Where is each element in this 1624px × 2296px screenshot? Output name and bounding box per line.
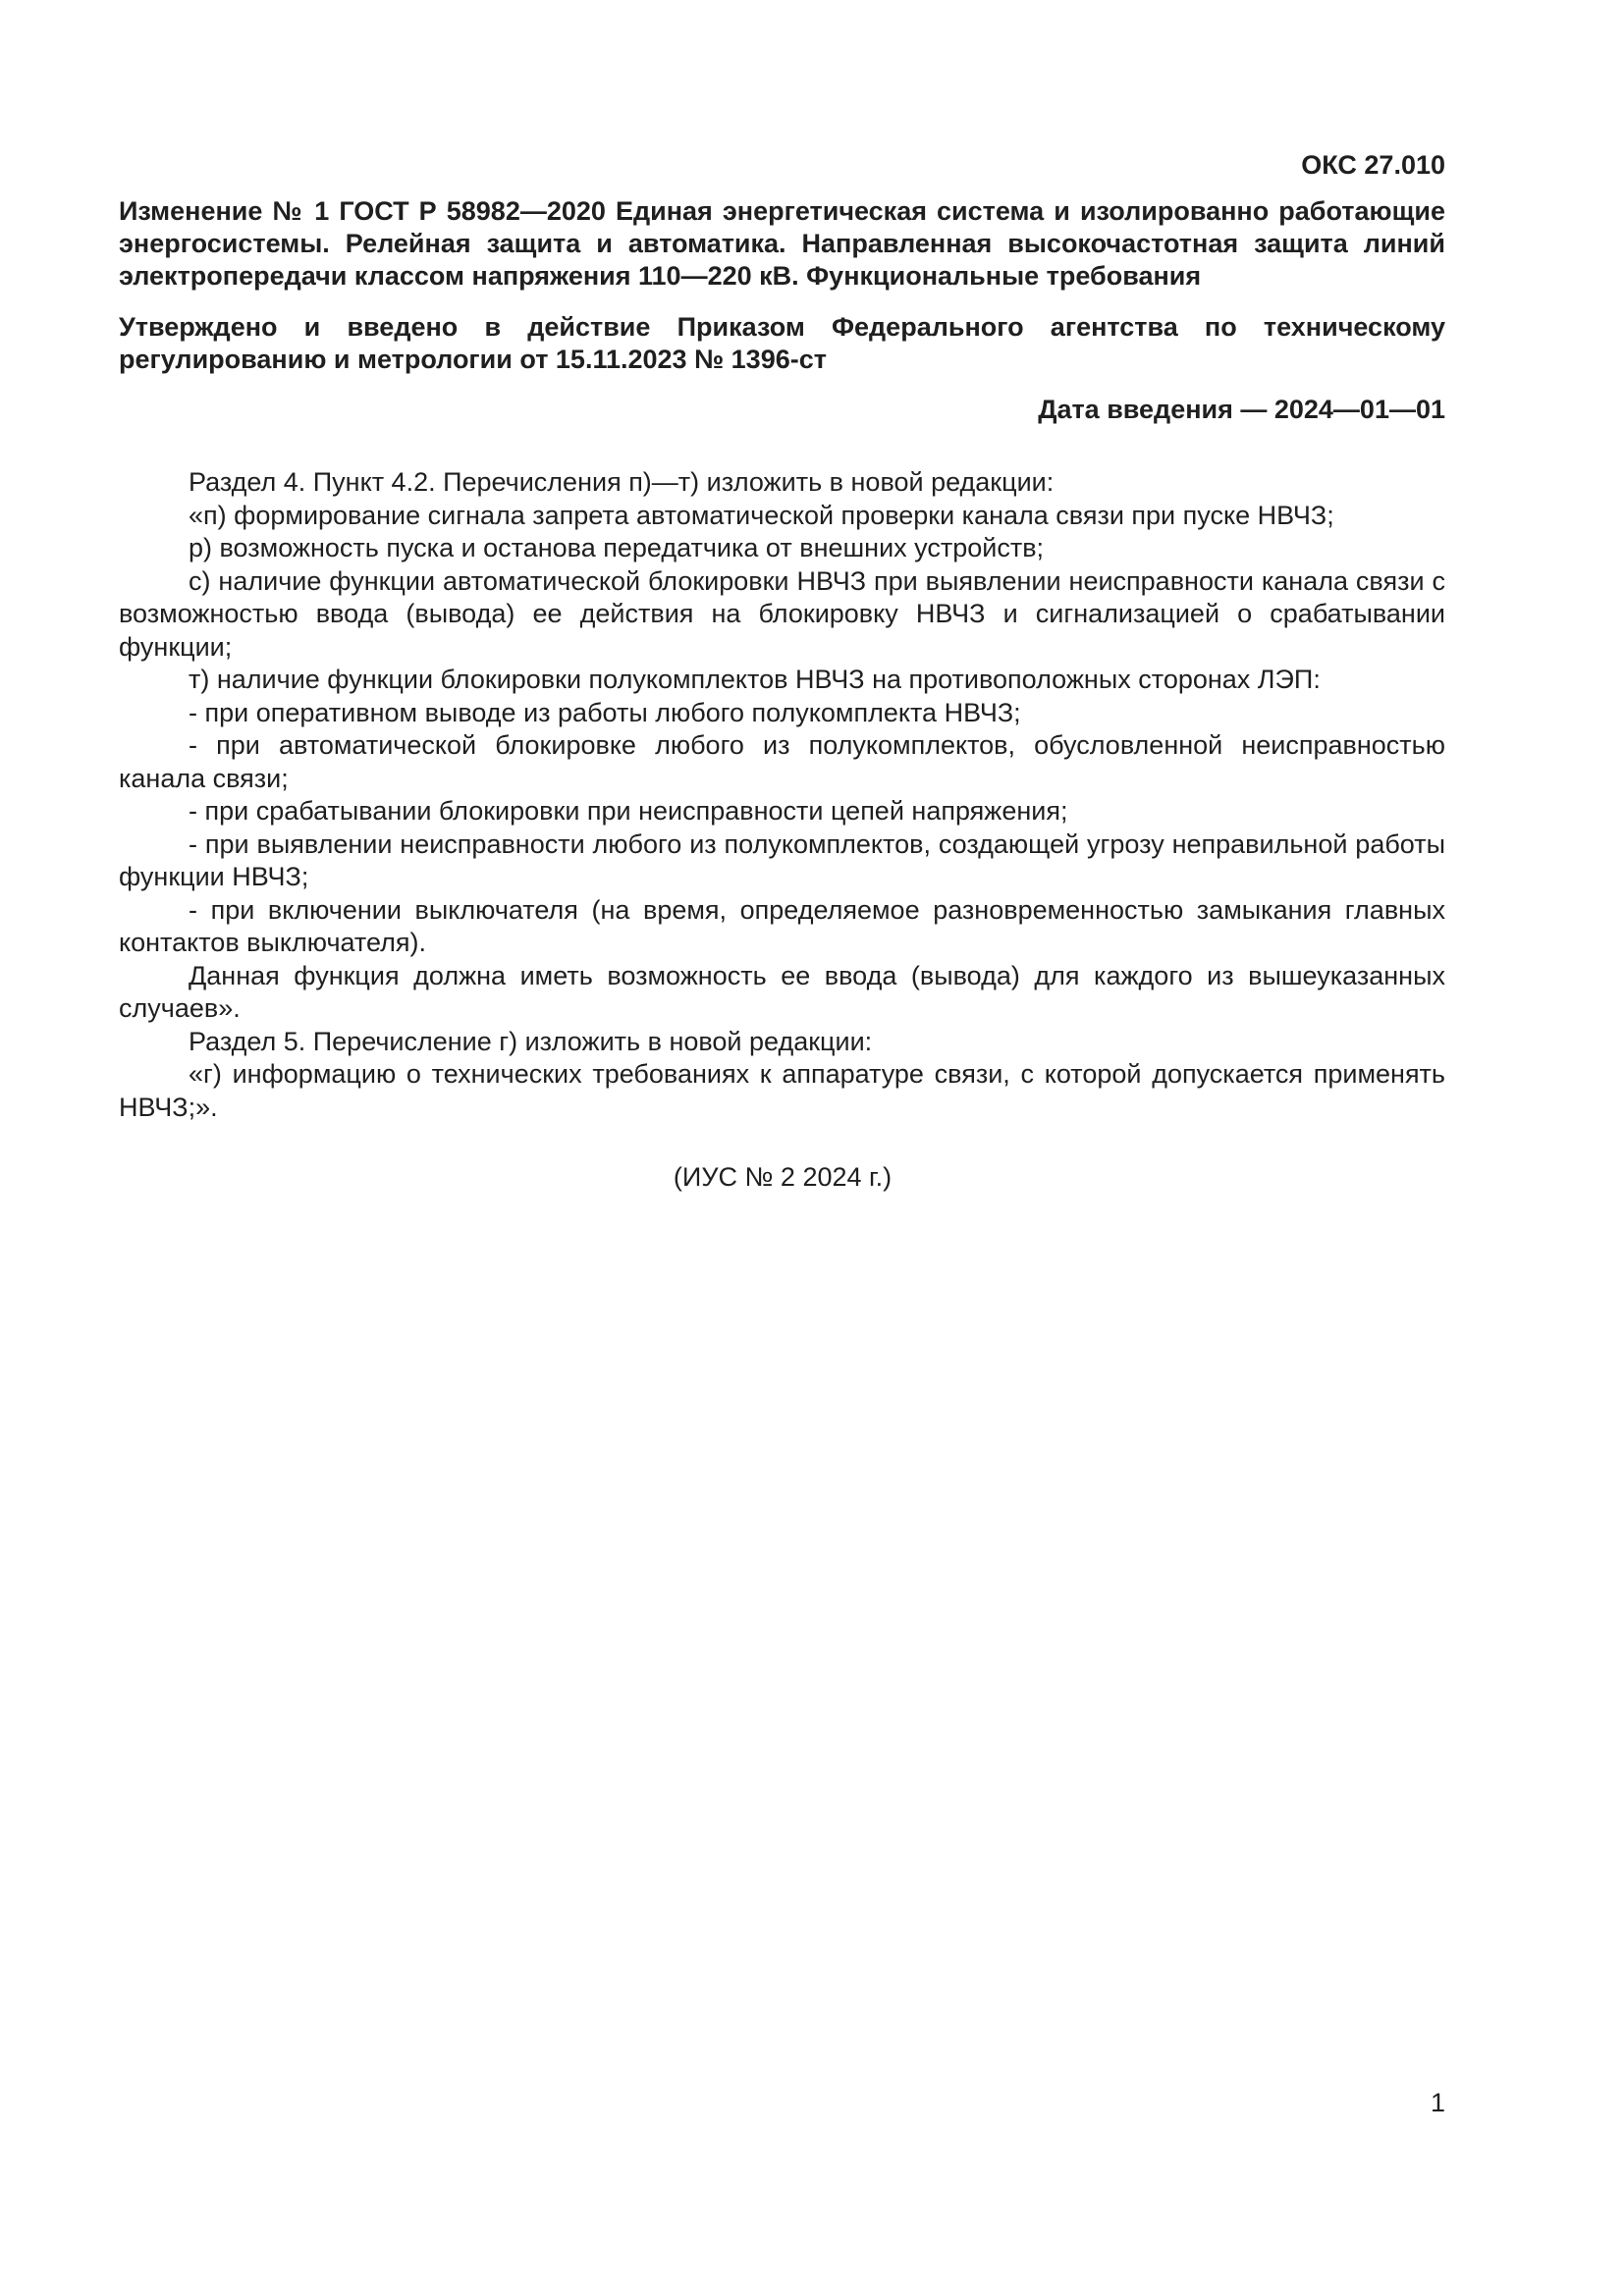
amendment-body (119, 466, 1445, 1124)
body-paragraph: «п) формирование сигнала запрета автоматической проверки канала связи при пуске НВЧЗ; (189, 500, 1334, 530)
effective-date: Дата введения — 2024—01—01 (1038, 395, 1445, 424)
body-paragraph: с) наличие функции автоматической блокировки НВЧЗ при выявлении неисправности канала связи с возможностью ввода (вывода) ее действия на блокировку НВЧЗ и сигнализацией о срабатывании функции; (119, 565, 1445, 662)
body-paragraph: - при оперативном выводе из работы любого полукомплекта НВЧЗ; (189, 697, 1021, 727)
body-paragraph: т) наличие функции блокировки полукомплектов НВЧЗ на противоположных сторонах ЛЭП: (189, 665, 1321, 694)
body-paragraph: - при срабатывании блокировки при неисправности цепей напряжения; (189, 796, 1068, 826)
body-paragraph: Раздел 5. Перечисление г) изложить в новой редакции: (189, 1026, 873, 1056)
approval-statement: Утверждено и введено в действие Приказом Федерального агентства по техническому регулированию и метрологии от 15.11.2023 № 1396-ст (119, 312, 1445, 374)
body-paragraph: - при выявлении неисправности любого из полукомплектов, создающей угрозу неправильной работы функции НВЧЗ; (119, 828, 1445, 891)
body-paragraph: р) возможность пуска и останова передатчика от внешних устройств; (189, 533, 1045, 562)
page-number: 1 (1430, 2088, 1445, 2117)
classification-code: ОКС 27.010 (1301, 150, 1445, 180)
body-paragraph: - при автоматической блокировке любого из полукомплектов, обусловленной неисправностью канала связи; (119, 730, 1445, 793)
ius-reference: (ИУС № 2 2024 г.) (673, 1162, 893, 1192)
body-paragraph: Данная функция должна иметь возможность ее ввода (вывода) для каждого из вышеуказанных случаев». (119, 960, 1445, 1023)
body-paragraph: Раздел 4. Пункт 4.2. Перечисления п)—т) изложить в новой редакции: (189, 467, 1055, 497)
body-paragraph: - при включении выключателя (на время, определяемое разновременностью замыкания главных контактов выключателя). (119, 894, 1445, 957)
document-title: Изменение № 1 ГОСТ Р 58982—2020 Единая энергетическая система и изолированно работающие энергосистемы. Релейная защита и автоматика. Направленная высокочастотная защита линий электропередачи классом напряжения 110—220 кВ. Функциональные требования (119, 196, 1445, 291)
body-paragraph: «г) информацию о технических требованиях к аппаратуре связи, с которой допускается применять НВЧЗ;». (119, 1059, 1445, 1122)
